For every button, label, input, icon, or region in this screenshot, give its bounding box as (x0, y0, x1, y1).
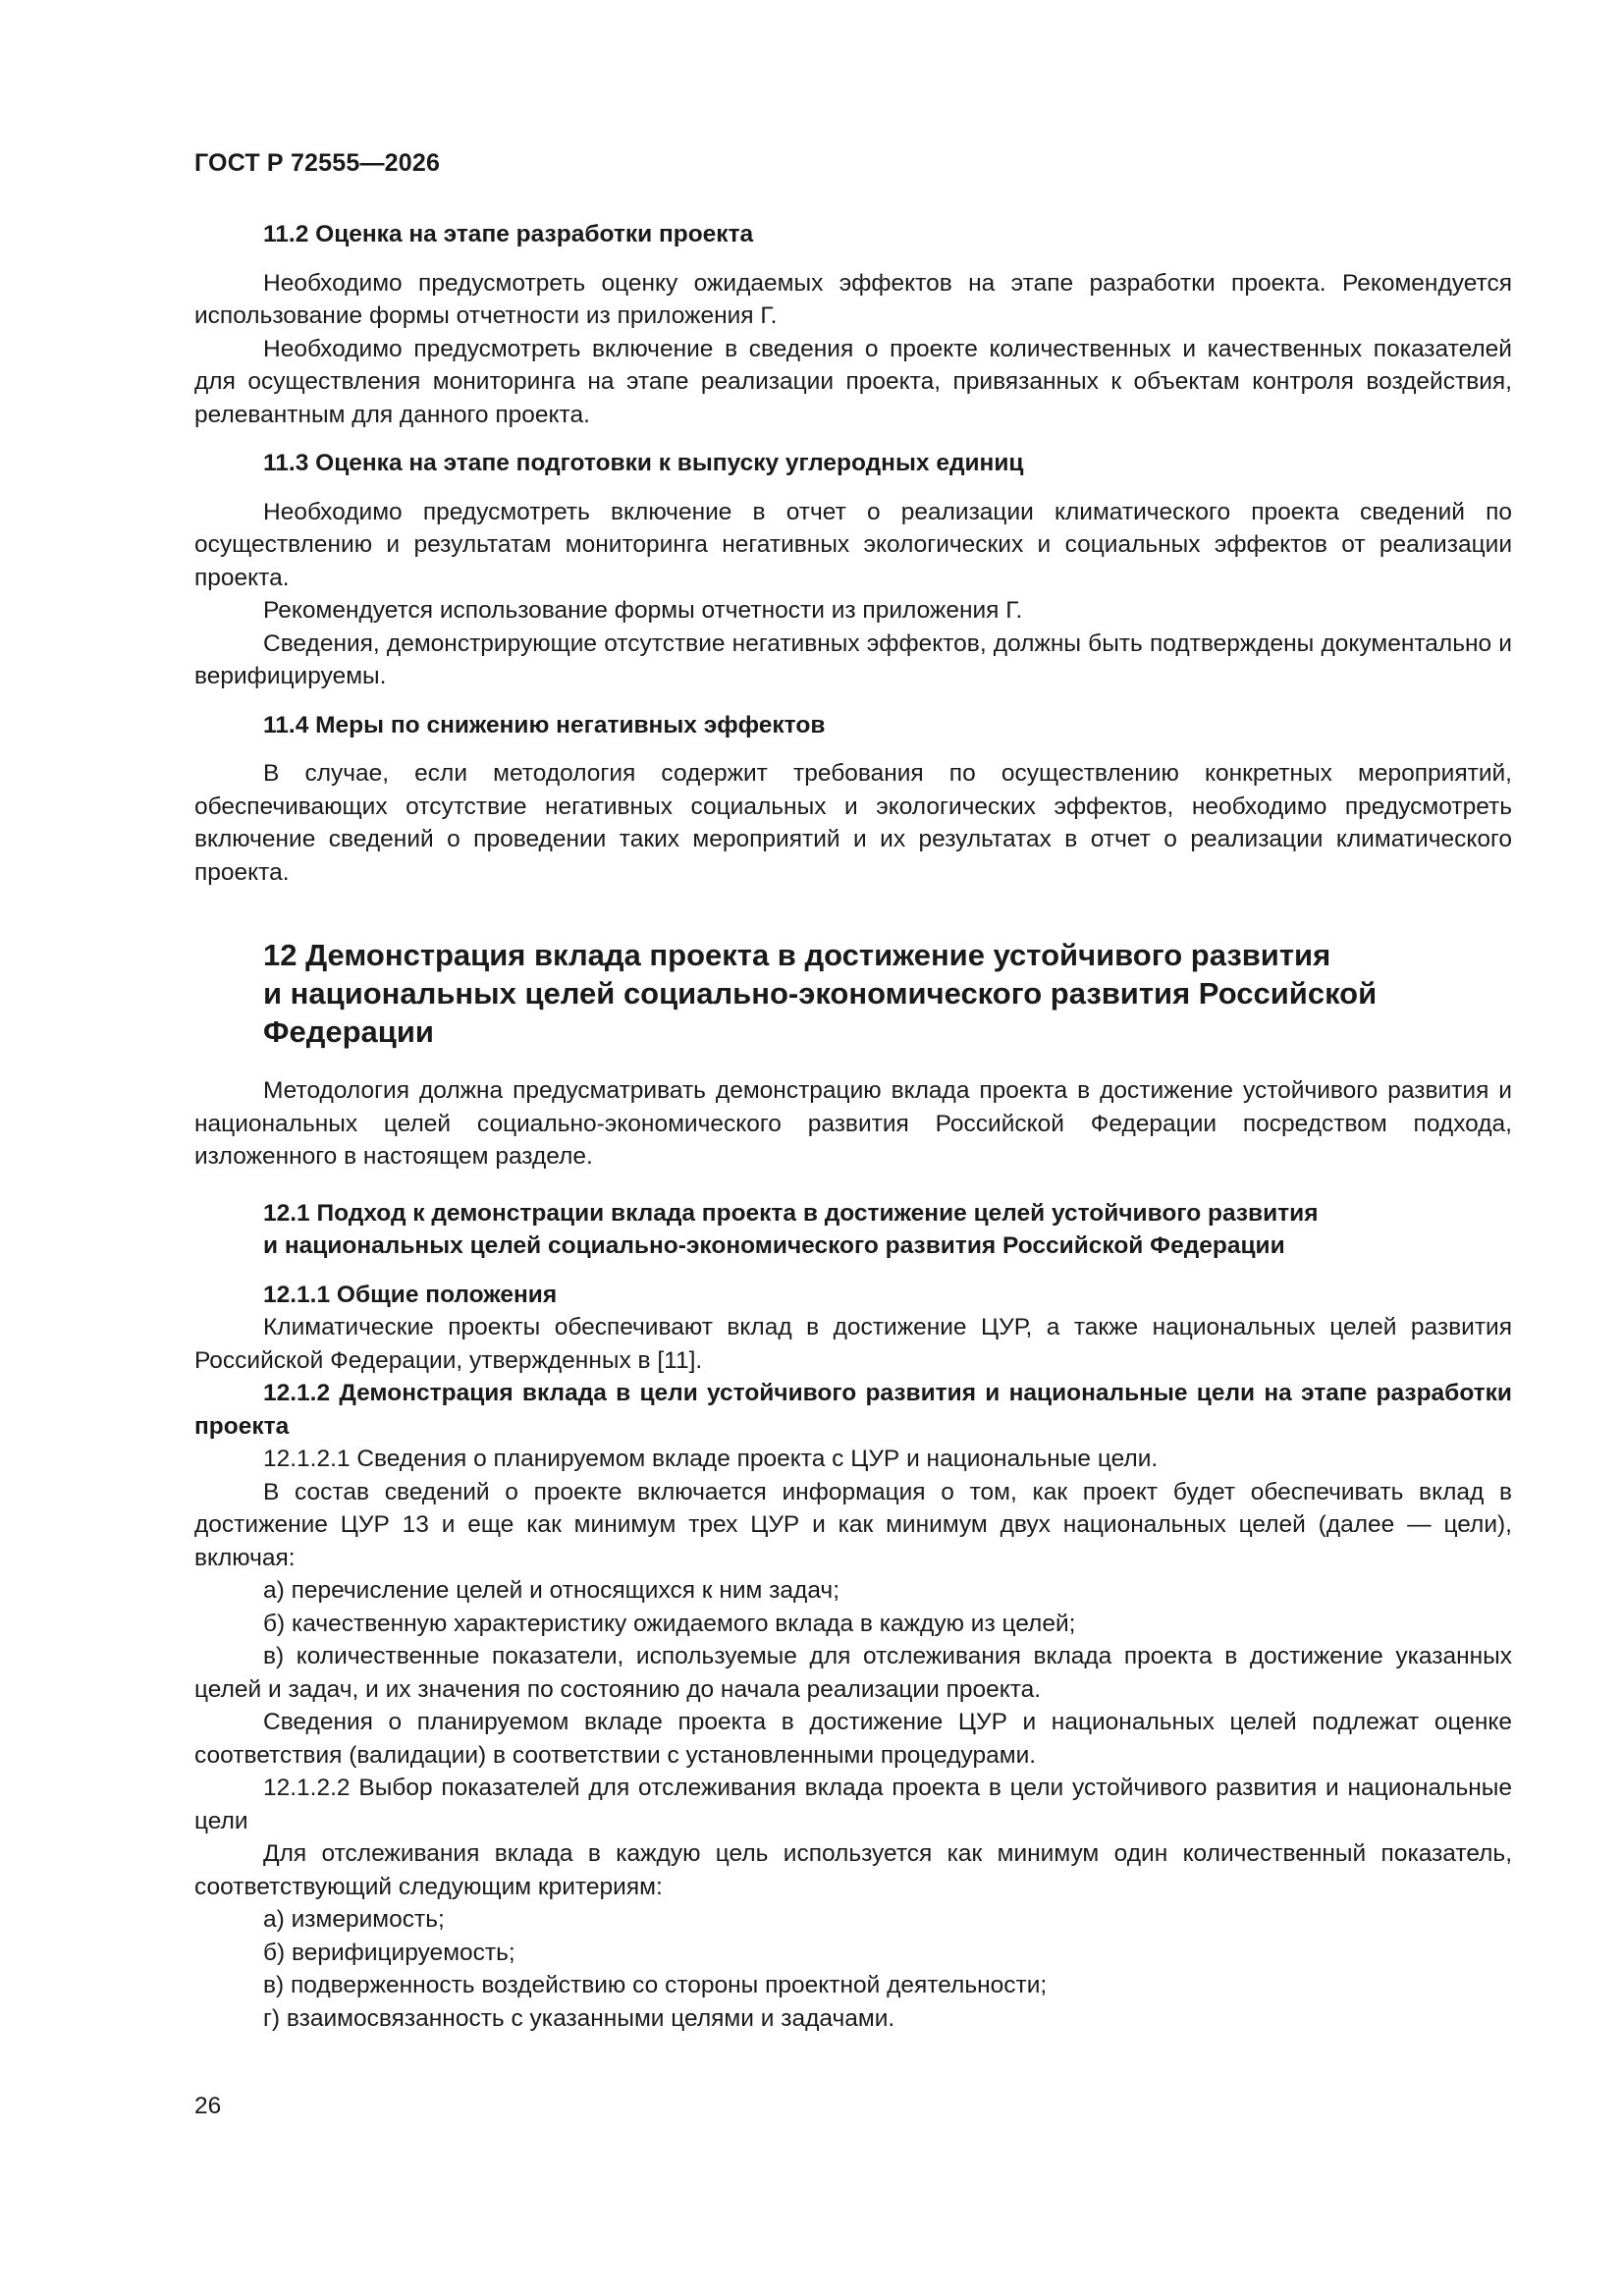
paragraph: Для отслеживания вклада в каждую цель используется как минимум один количественный показатель, соответствующий следующим критериям: (194, 1840, 1512, 1900)
paragraph: Климатические проекты обеспечивают вклад в достижение ЦУР, а также национальных целей развития Российской Федерации, утвержденных в [11]. (194, 1314, 1512, 1374)
document-code-header: ГОСТ Р 72555—2026 (194, 149, 441, 177)
subsection-title-12-1-1: 12.1.1 Общие положения (263, 1281, 558, 1308)
section-title-line: и национальных целей социально-экономического развития Российской (263, 976, 1378, 1011)
list-item: б) качественную характеристику ожидаемого вклада в каждую из целей; (263, 1610, 1076, 1637)
paragraph: Сведения о планируемом вкладе проекта в достижение ЦУР и национальных целей подлежат оценке соответствия (валидации) в соответствии с установленными процедурами. (194, 1709, 1512, 1769)
paragraph: Необходимо предусмотреть оценку ожидаемых эффектов на этапе разработки проекта. Рекомендуется использование формы отчетности из приложения Г. (194, 269, 1512, 329)
subsection-title-11-4: 11.4 Меры по снижению негативных эффектов (263, 711, 826, 738)
paragraph: Методология должна предусматривать демонстрацию вклада проекта в достижение устойчивого развития и национальных целей социально-экономического развития Российской Федерации посредством подхода, изложенного в настоящем разделе. (194, 1077, 1512, 1170)
paragraph: Сведения, демонстрирующие отсутствие негативных эффектов, должны быть подтверждены документально и верифицируемы. (194, 629, 1512, 689)
section-title-line: 12 Демонстрация вклада проекта в достижение устойчивого развития (263, 938, 1331, 972)
page-number: 26 (194, 2093, 222, 2119)
subsection-title-11-3: 11.3 Оценка на этапе подготовки к выпуску углеродных единиц (263, 450, 1024, 476)
paragraph: Необходимо предусмотреть включение в отчет о реализации климатического проекта сведений по осуществлению и результатам мониторинга негативных экологических и социальных эффектов от реализации проекта. (194, 498, 1512, 591)
list-item: б) верифицируемость; (263, 1939, 515, 1966)
list-item: а) перечисление целей и относящихся к ним задач; (263, 1577, 839, 1604)
paragraph: Рекомендуется использование формы отчетности из приложения Г. (263, 597, 1023, 624)
section-title-12 (194, 936, 1512, 1051)
list-item: а) измеримость; (263, 1906, 445, 1933)
list-item: в) подверженность воздействию со стороны проектной деятельности; (263, 1972, 1048, 1998)
page-content (194, 218, 1512, 2035)
paragraph: В состав сведений о проекте включается информация о том, как проект будет обеспечивать вклад в достижение ЦУР 13 и еще как минимум трех ЦУР и как минимум двух национальных целей (далее — цели), включая: (194, 1478, 1512, 1571)
section-title-line: Федерации (263, 1014, 434, 1049)
subsection-title-12-1-2: 12.1.2 Демонстрация вклада в цели устойчивого развития и национальные цели на этапе разработки проекта (194, 1380, 1512, 1440)
subsection-title-line: 12.1 Подход к демонстрации вклада проекта в достижение целей устойчивого развития (263, 1199, 1319, 1227)
list-item: в) количественные показатели, используемые для отслеживания вклада проекта в достижение указанных целей и задач, и их значения по состоянию до начала реализации проекта. (194, 1643, 1512, 1703)
subsection-title-12-1 (194, 1197, 1512, 1263)
paragraph: 12.1.2.2 Выбор показателей для отслеживания вклада проекта в цели устойчивого развития и национальные цели (194, 1775, 1512, 1834)
subsection-title-11-2: 11.2 Оценка на этапе разработки проекта (263, 221, 754, 247)
paragraph: 12.1.2.1 Сведения о планируемом вкладе проекта с ЦУР и национальные цели. (263, 1446, 1159, 1472)
paragraph: В случае, если методология содержит требования по осуществлению конкретных мероприятий, обеспечивающих отсутствие негативных социальных и экологических эффектов, необходимо предусмотреть включение сведений о проведении таких мероприятий и их результатах в отчет о реализации климатического проекта. (194, 760, 1512, 886)
subsection-title-line: и национальных целей социально-экономического развития Российской Федерации (263, 1232, 1285, 1259)
paragraph: Необходимо предусмотреть включение в сведения о проекте количественных и качественных показателей для осуществления мониторинга на этапе реализации проекта, привязанных к объектам контроля воздействия, релевантным для данного проекта. (194, 335, 1512, 428)
list-item: г) взаимосвязанность с указанными целями и задачами. (263, 2004, 895, 2032)
